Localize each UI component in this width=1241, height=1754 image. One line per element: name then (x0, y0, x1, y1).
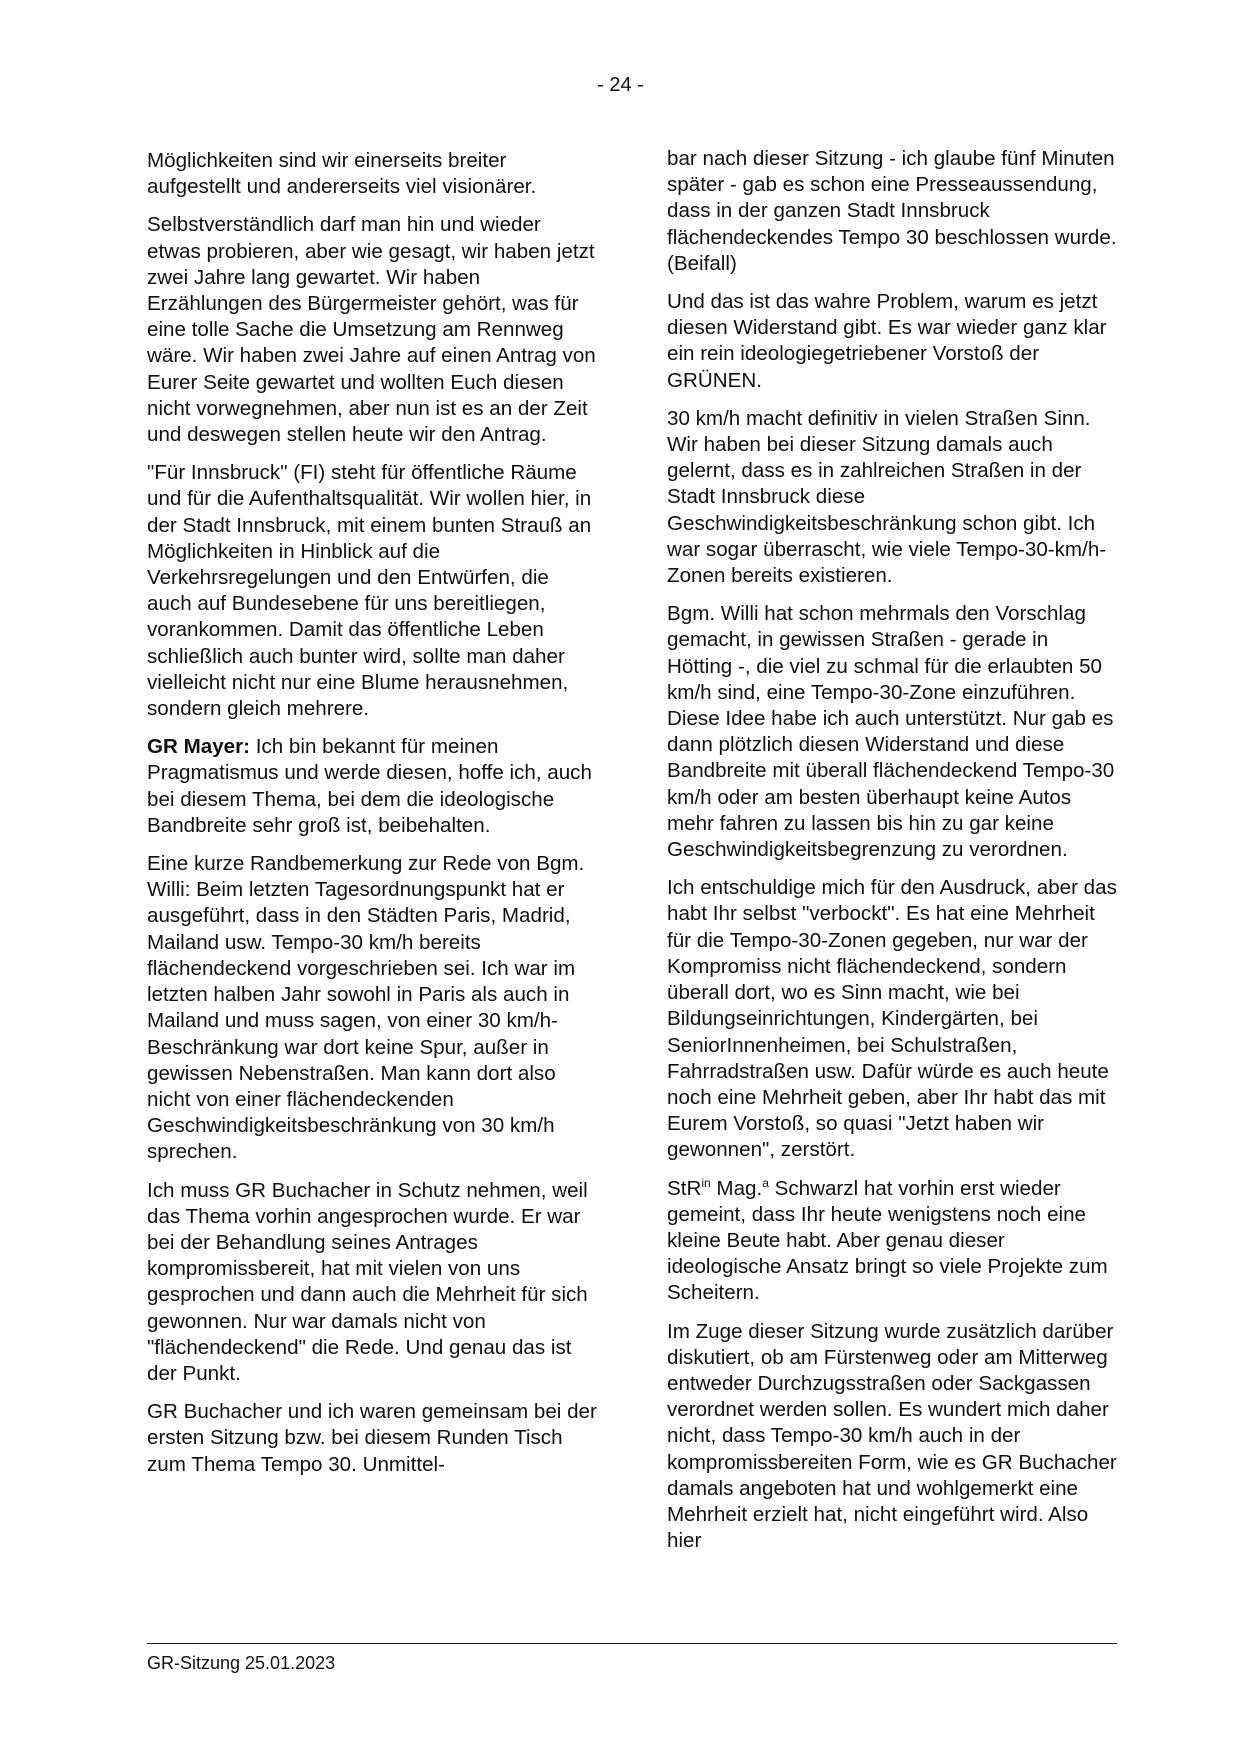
paragraph: Eine kurze Randbemerkung zur Rede von Bgm. Willi: Beim letzten Tagesordnungspunkt hat er ausgeführt, dass in den Städten Paris, Madrid, Mailand usw. Tempo-30 km/h bereits flächendeckend vorgeschrieben sei. Ich war im letzten halben Jahr sowohl in Paris als auch in Mailand und muss sagen, von einer 30 km/h-Beschränkung war dort keine Spur, außer in gewissen Nebenstraßen. Man kann dort also nicht von einer flächendeckenden Geschwindigkeitsbeschränkung von 30 km/h sprechen. (147, 852, 585, 1164)
title-superscript: a (762, 1175, 769, 1190)
paragraph: Im Zuge dieser Sitzung wurde zusätzlich darüber diskutiert, ob am Fürstenweg oder am Mitterweg entweder Durchzugsstraßen oder Sackgassen verordnet werden sollen. Es wundert mich daher nicht, dass Tempo-30 km/h auch in der kompromissbereiten Form, wie es GR Buchacher damals angeboten hat und wohlgemerkt eine Mehrheit erzielt hat, nicht eingeführt wird. Also hier (667, 1319, 1117, 1553)
footer-divider (147, 1643, 1117, 1644)
paragraph: Und das ist das wahre Problem, warum es jetzt diesen Widerstand gibt. Es war wieder ganz klar ein rein ideologiegetriebener Vorstoß der GRÜNEN. (667, 290, 1107, 392)
title-superscript: in (701, 1175, 711, 1190)
right-column (667, 146, 1117, 1566)
paragraph (147, 734, 597, 839)
speaker-name: GR Mayer: (147, 735, 250, 759)
paragraph: "Für Innsbruck" (FI) steht für öffentliche Räume und für die Aufenthaltsqualität. Wir wollen hier, in der Stadt Innsbruck, mit einem bunten Strauß an Möglichkeiten in Hinblick auf die Verkehrsregelungen und den Entwürfen, die auch auf Bundesebene für uns bereitliegen, vorankommen. Damit das öffentliche Leben schließlich auch bunter wird, sollte man daher vielleicht nicht nur eine Blume herausnehmen, sondern gleich mehrere. (147, 461, 592, 721)
speech-text: Ich bin bekannt für meinen Pragmatismus und werde diesen, hoffe ich, auch bei diesem Thema, bei dem die ideologische Bandbreite sehr groß ist, beibehalten. (147, 735, 592, 837)
paragraph: Ich entschuldige mich für den Ausdruck, aber das habt Ihr selbst "verbockt". Es hat eine Mehrheit für die Tempo-30-Zonen gegeben, nur war der Kompromiss nicht flächendeckend, sondern überall dort, wo es Sinn macht, wie bei Bildungseinrichtungen, Kindergärten, bei SeniorInnenheimen, bei Schulstraßen, Fahrradstraßen usw. Dafür würde es auch heute noch eine Mehrheit geben, aber Ihr habt das mit Eurem Vorstoß, so quasi "Jetzt haben wir gewonnen", zerstört. (667, 876, 1117, 1162)
paragraph: Selbstverständlich darf man hin und wieder etwas probieren, aber wie gesagt, wir haben jetzt zwei Jahre lang gewartet. Wir haben Erzählungen des Bürgermeister gehört, was für eine tolle Sache die Umsetzung am Rennweg wäre. Wir haben zwei Jahre auf einen Antrag von Eurer Seite gewartet und wollten Euch diesen nicht vorwegnehmen, aber nun ist es an der Zeit und deswegen stellen heute wir den Antrag. (147, 213, 596, 447)
paragraph: GR Buchacher und ich waren gemeinsam bei der ersten Sitzung bzw. bei diesem Runden Tisch zum Thema Tempo 30. Unmittel- (147, 1400, 597, 1476)
title-abbrev: StR (667, 1176, 702, 1200)
title-abbrev: Mag. (710, 1176, 763, 1200)
paragraph: Möglichkeiten sind wir einerseits breiter aufgestellt und andererseits viel visionärer. (147, 149, 537, 199)
left-column (147, 148, 597, 1490)
paragraph: 30 km/h macht definitiv in vielen Straßen Sinn. Wir haben bei dieser Sitzung damals auch gelernt, dass es in zahlreichen Straßen in der Stadt Innsbruck diese Geschwindigkeitsbeschränkung schon gibt. Ich war sogar überrascht, wie viele Tempo-30-km/h-Zonen bereits existieren. (667, 406, 1107, 588)
speech-text: Schwarzl hat vorhin erst wieder gemeint, dass Ihr heute wenigstens noch eine kleine Beute habt. Aber genau dieser ideologische Ansatz bringt so viele Projekte zum Scheitern. (667, 1176, 1108, 1305)
paragraph (667, 1176, 1117, 1307)
footer-text: GR-Sitzung 25.01.2023 (147, 1653, 336, 1673)
paragraph: bar nach dieser Sitzung - ich glaube fünf Minuten später - gab es schon eine Presseaussendung, dass in der ganzen Stadt Innsbruck flächendeckendes Tempo 30 beschlossen wurde. (Beifall) (667, 147, 1117, 275)
paragraph: Ich muss GR Buchacher in Schutz nehmen, weil das Thema vorhin angesprochen wurde. Er war bei der Behandlung seines Antrages kompromissbereit, hat mit vielen von uns gesprochen und dann auch die Mehrheit für sich gewonnen. Nur war damals nicht von "flächendeckend" die Rede. Und genau das ist der Punkt. (147, 1178, 588, 1385)
paragraph: Bgm. Willi hat schon mehrmals den Vorschlag gemacht, in gewissen Straßen - gerade in Hötting -, die viel zu schmal für die erlaubten 50 km/h sind, eine Tempo-30-Zone einzuführen. Diese Idee habe ich auch unterstützt. Nur gab es dann plötzlich diesen Widerstand und diese Bandbreite mit überall flächendeckend Tempo-30 km/h oder am besten überhaupt keine Autos mehr fahren zu lassen bis hin zu gar keine Geschwindigkeitsbegrenzung zu verordnen. (667, 602, 1115, 862)
page-number: - 24 - (597, 74, 644, 96)
